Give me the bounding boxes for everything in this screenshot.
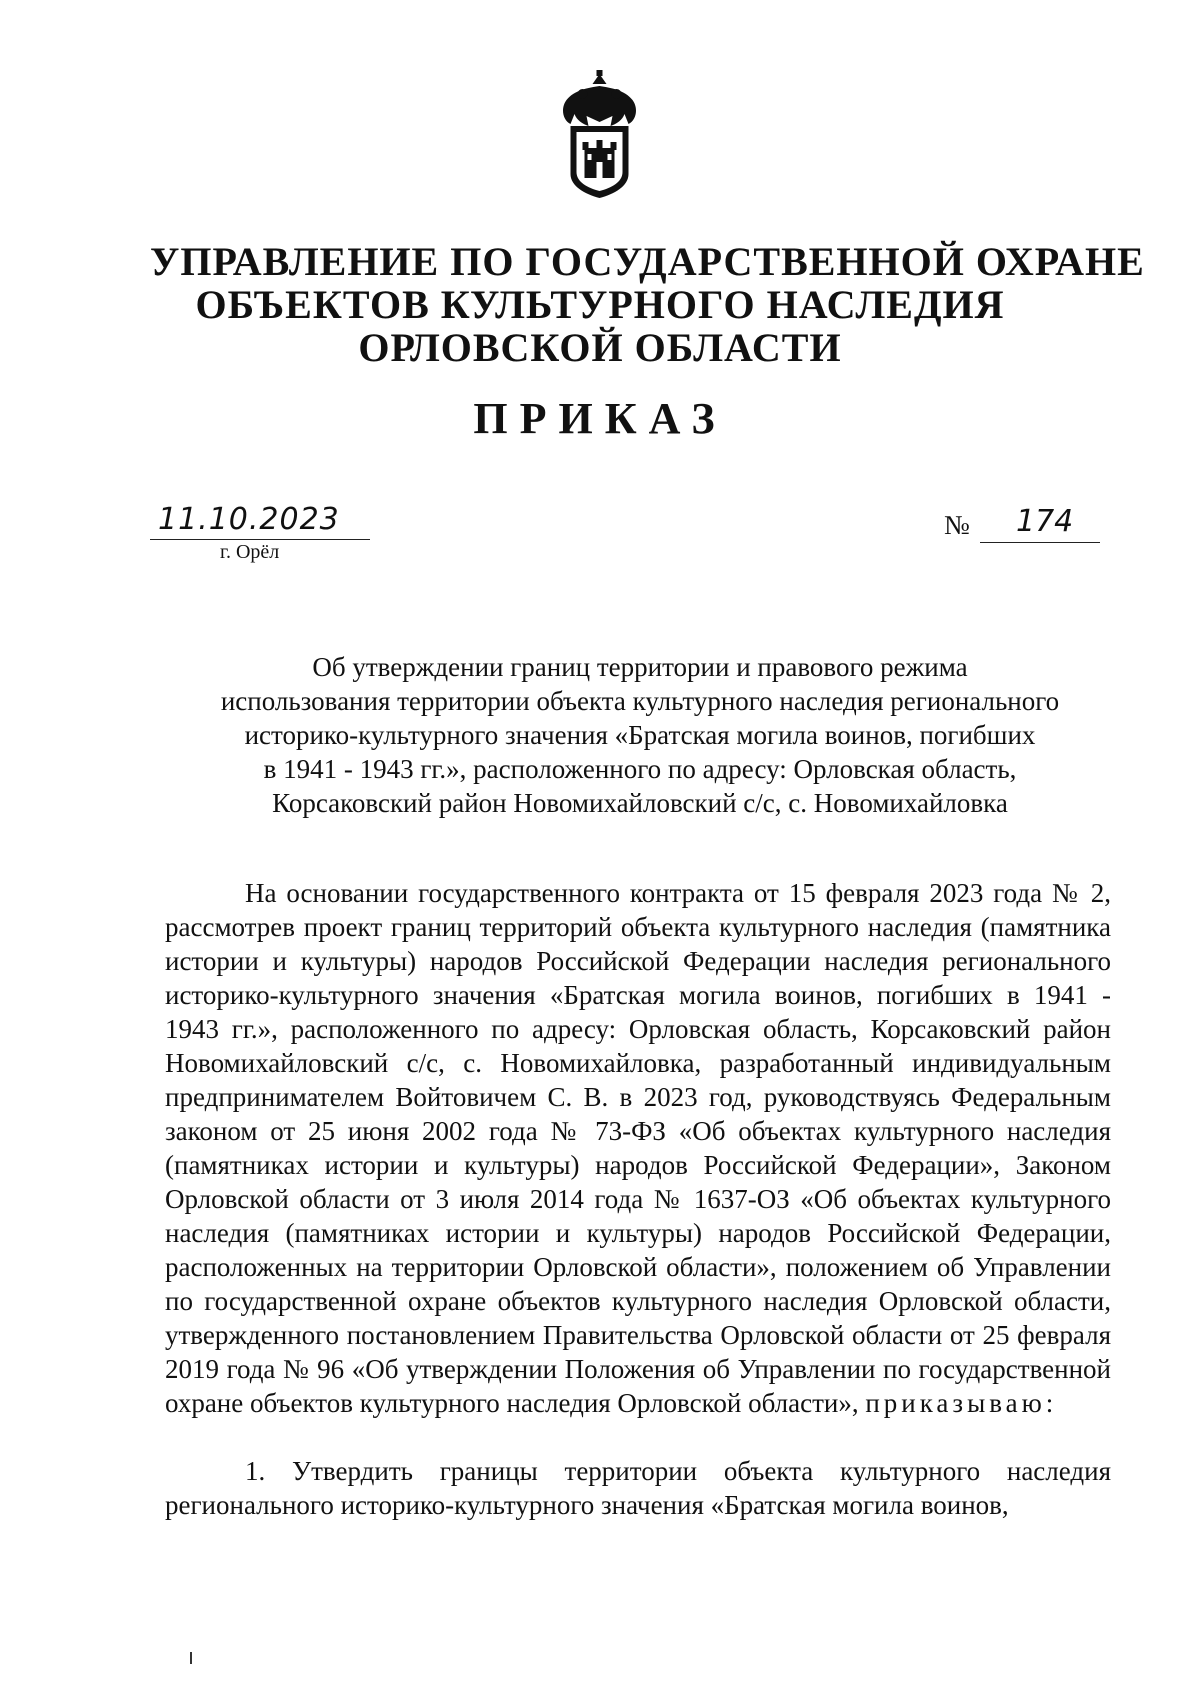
document-type-title: ПРИКАЗ <box>473 394 727 443</box>
document-body <box>165 876 1111 1522</box>
subject-line-4: в 1941 - 1943 гг.», расположенного по адресу: Орловская область, <box>263 754 1017 784</box>
agency-line-1: УПРАВЛЕНИЕ ПО ГОСУДАРСТВЕННОЙ ОХРАНЕ <box>150 239 1145 284</box>
subject-line-2: использования территории объекта культурного наследия регионального <box>220 686 1060 716</box>
document-city: г. Орёл <box>220 541 280 563</box>
document-date: 11.10.2023 <box>158 502 340 537</box>
document-number: 174 <box>1016 504 1074 539</box>
preamble-paragraph <box>165 876 1111 1420</box>
agency-name <box>150 239 1145 370</box>
coat-of-arms-icon <box>553 70 648 200</box>
preamble-text: На основании государственного контракта от 15 февраля 2023 года № 2, рассмотрев проект границ территорий объекта культурного наследия (памятника истории и культуры) народов Российской Федерации наследия регионального историко-культурного значения «Братская могила воинов, погибших в 1941 - 1943 гг.», расположенного по адресу: Орловская область, Корсаковский район Новомихайловский с/с, с. Новомихайловка, разработанный индивидуальным предпринимателем Войтовичем С. В. в 2023 год, руководствуясь Федеральным законом от 25 июня 2002 года № 73-ФЗ «Об объектах культурного наследия (памятниках истории и культуры) народов Российской Федерации», Законом Орловской области от 3 июля 2014 года № 1637-ОЗ «Об объектах культурного наследия (памятниках истории и культуры) народов Российской Федерации, расположенных на территории Орловской области», положением об Управлении по государственной охране объектов культурного наследия Орловской области, утвержденного постановлением Правительства Орловской области от 25 февраля 2019 года № 96 «Об утверждении Положения об Управлении по государственной охране объектов культурного наследия Орловской области», <box>165 878 1111 1418</box>
order-word: приказываю: <box>865 1388 1058 1418</box>
date-underline <box>150 539 370 540</box>
subject-line-1: Об утверждении границ территории и правового режима <box>312 652 968 682</box>
agency-line-3: ОРЛОВСКОЙ ОБЛАСТИ <box>358 325 842 370</box>
document-number-block <box>944 504 1104 550</box>
subject-line-3: историко-культурного значения «Братская могила воинов, погибших <box>244 720 1036 750</box>
order-item-1: 1. Утвердить границы территории объекта культурного наследия регионального историко-культурного значения «Братская могила воинов, <box>165 1456 1111 1520</box>
agency-line-2: ОБЪЕКТОВ КУЛЬТУРНОГО НАСЛЕДИЯ <box>195 282 1005 327</box>
number-underline <box>980 542 1100 543</box>
subject-line-5: Корсаковский район Новомихайловский с/с, с. Новомихайловка <box>272 788 1008 818</box>
margin-mark <box>190 1652 192 1664</box>
document-subject <box>200 650 1080 820</box>
number-label: № <box>944 510 970 540</box>
